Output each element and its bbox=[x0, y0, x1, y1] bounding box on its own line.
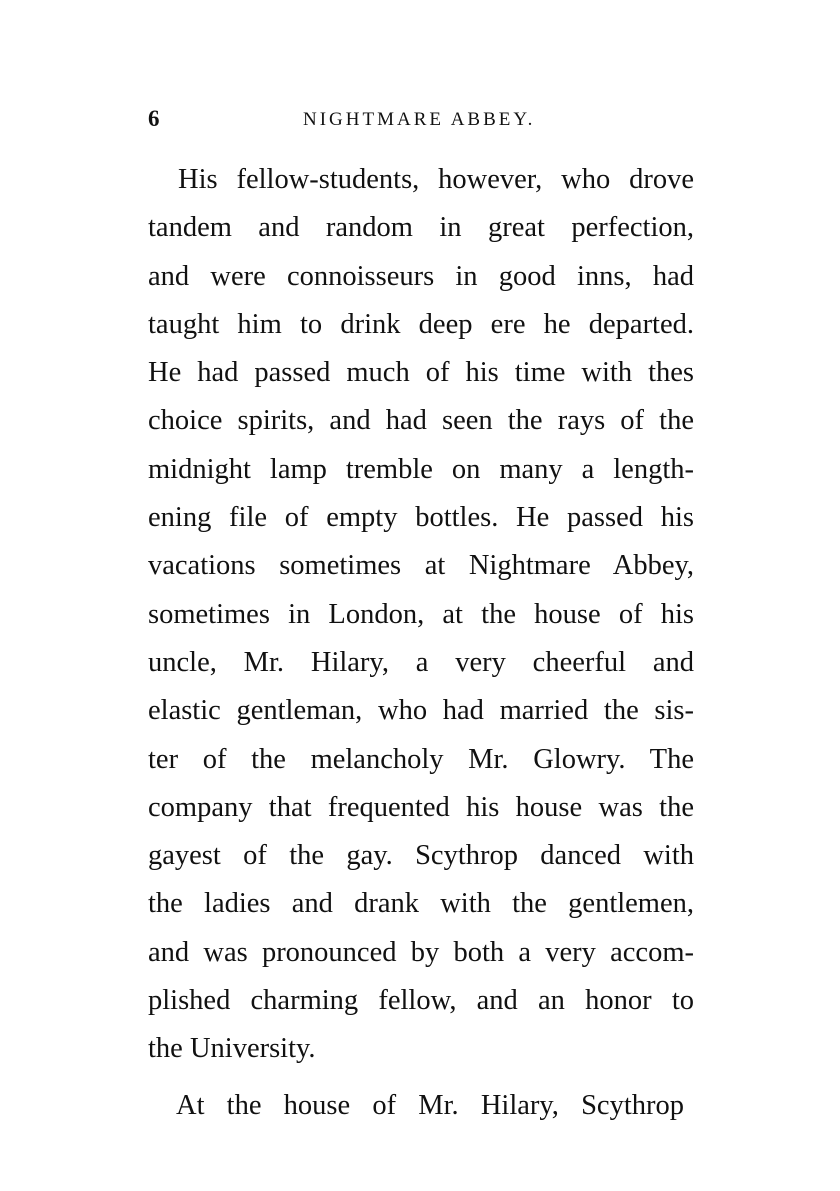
text-line: He had passed much of his time with thes bbox=[148, 357, 694, 389]
text-line: choice spirits, and had seen the rays of the bbox=[148, 405, 694, 437]
text-line: elastic gentleman, who had married the sis- bbox=[148, 695, 694, 727]
text-line: uncle, Mr. Hilary, a very cheerful and bbox=[148, 646, 694, 678]
text-line: sometimes in London, at the house of his bbox=[148, 598, 694, 630]
text-line: the University. bbox=[148, 1033, 316, 1065]
text-line: ter of the melancholy Mr. Glowry. The bbox=[148, 743, 694, 775]
text-line: ening file of empty bottles. He passed his bbox=[148, 502, 694, 534]
text-line: gayest of the gay. Scythrop danced with bbox=[148, 840, 694, 872]
text-line: the ladies and drank with the gentlemen, bbox=[148, 888, 694, 920]
page-header bbox=[148, 106, 708, 138]
running-title: NIGHTMARE ABBEY. bbox=[303, 109, 536, 130]
text-line: taught him to drink deep ere he departed. bbox=[148, 308, 694, 340]
text-line: midnight lamp tremble on many a length- bbox=[148, 453, 694, 485]
text-line: company that frequented his house was the bbox=[148, 791, 694, 823]
text-line: vacations sometimes at Nightmare Abbey, bbox=[148, 550, 694, 582]
text-line: His fellow-students, however, who drove bbox=[178, 164, 694, 195]
body-text bbox=[148, 156, 694, 1130]
text-line: and was pronounced by both a very accom- bbox=[148, 936, 694, 968]
page-number: 6 bbox=[148, 106, 160, 131]
text-line: plished charming fellow, and an honor to bbox=[148, 985, 694, 1017]
text-line: tandem and random in great perfection, bbox=[148, 212, 694, 244]
text-line: and were connoisseurs in good inns, had bbox=[148, 260, 694, 292]
paragraph-start-line: At the house of Mr. Hilary, Scythrop bbox=[176, 1089, 684, 1121]
